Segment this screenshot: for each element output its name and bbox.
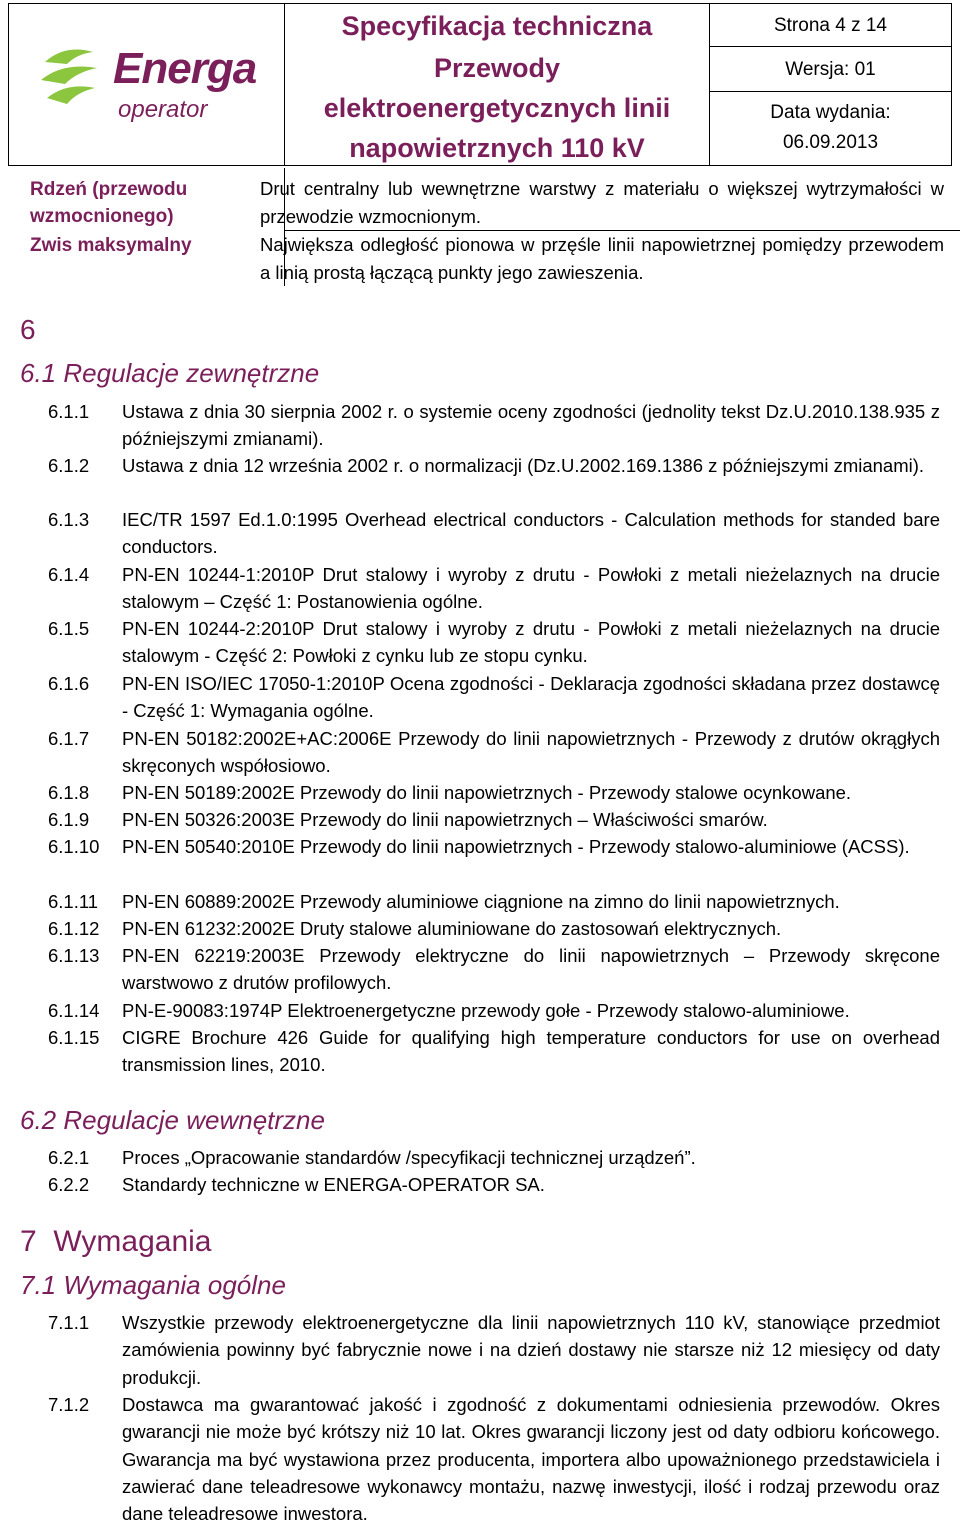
logo-subtext: operator (118, 96, 208, 123)
list-item: 7.1.2 Dostawca ma gwarantować jakość i zgodność z dokumentami odniesienia przewodów. Okres gwarancji nie może być krótszy niż 10 lat. Okres gwarancji liczony jest od daty odbioru końcowego. Gwarancja ma być wystawiona przez producenta, importera albo upoważnionego przedstawiciela i zawierać dane teleadresowe wykonawcy montażu, nazwę inwestycji, ilość i rodzaj przewodu oraz dane teleadresowe inwestora. (48, 1394, 940, 1525)
list-item: 6.1.2 Ustawa z dnia 12 września 2002 r. o normalizacji (Dz.U.2002.169.1386 z późniejszymi zmianami). (48, 455, 925, 476)
title-line-1: Specyfikacja techniczna (341, 11, 653, 41)
section-6-1-heading: 6.1 Regulacje zewnętrzne (20, 358, 320, 388)
list-item: 6.1.6 PN-EN ISO/IEC 17050-1:2010P Ocena zgodności - Deklaracja zgodności składana przez dostawcę - Część 1: Wymagania ogólne. (48, 673, 940, 722)
title-line-4: napowietrznych 110 kV (349, 133, 645, 163)
list-item: 6.1.10 PN-EN 50540:2010E Przewody do linii napowietrznych - Przewody stalowo-aluminiowe (ACSS). (48, 836, 910, 857)
list-item: 6.1.14 PN-E-90083:1974P Elektroenergetyczne przewody gołe - Przewody stalowo-aluminiowe. (48, 1000, 850, 1021)
list-item: 6.1.12 PN-EN 61232:2002E Druty stalowe aluminiowane do zastosowań elektrycznych. (48, 918, 782, 939)
issue-date-value: 06.09.2013 (782, 132, 879, 153)
definition-text: Drut centralny lub wewnętrzne warstwy z materiału o większej wytrzymałości w przewodzie wzmocnionym. (260, 178, 944, 227)
title-line-3: elektroenergetycznych linii (323, 93, 671, 123)
energa-logo-icon (37, 42, 107, 112)
section-6-number: 6 (20, 314, 36, 345)
list-item: 6.1.13 PN-EN 62219:2003E Przewody elektryczne do linii napowietrznych – Przewody skręcone warstwowo z drutów profilowych. (48, 945, 940, 994)
list-item: 6.2.1 Proces „Opracowanie standardów /specyfikacji technicznej urządzeń”. (48, 1147, 696, 1168)
definition-term: Rdzeń (przewodu wzmocnionego) (30, 179, 188, 227)
list-item: 6.1.9 PN-EN 50326:2003E Przewody do linii napowietrznych – Właściwości smarów. (48, 809, 768, 830)
list-item: 6.1.1 Ustawa z dnia 30 sierpnia 2002 r. o systemie oceny zgodności (jednolity tekst Dz.U.2010.138.935 z późniejszymi zmianami). (48, 401, 940, 450)
section-6-2-heading: 6.2 Regulacje wewnętrzne (20, 1105, 325, 1135)
definition-text: Największa odległość pionowa w przęśle linii napowietrznej pomiędzy przewodem a linią prostą łączącą punkty jego zawieszenia. (260, 234, 944, 283)
document-header (8, 3, 952, 166)
list-item: 6.2.2 Standardy techniczne w ENERGA-OPERATOR SA. (48, 1174, 545, 1195)
list-item: 6.1.15 CIGRE Brochure 426 Guide for qualifying high temperature conductors for use on overhead transmission lines, 2010. (48, 1027, 940, 1076)
section-7-heading: 7 Wymagania (20, 1225, 212, 1258)
list-item: 6.1.7 PN-EN 50182:2002E+AC:2006E Przewody do linii napowietrznych - Przewody z drutów okrągłych skręconych współosiowo. (48, 728, 940, 777)
logo-wordmark: Energa (113, 44, 257, 93)
definition-term: Zwis maksymalny (30, 235, 192, 256)
section-7-1-heading: 7.1 Wymagania ogólne (20, 1270, 286, 1300)
list-item: 7.1.1 Wszystkie przewody elektroenergetyczne dla linii napowietrznych 110 kV, stanowiące przedmiot zamówienia powinny być fabrycznie nowe i na dzień dostawy nie starsze niż 12 miesięcy od daty produkcji. (48, 1312, 940, 1388)
issue-date (709, 91, 952, 166)
page-number: Strona 4 z 14 (709, 3, 952, 47)
list-item: 6.1.8 PN-EN 50189:2002E Przewody do linii napowietrznych - Przewody stalowe ocynkowane. (48, 782, 852, 803)
list-item: 6.1.11 PN-EN 60889:2002E Przewody aluminiowe ciągnione na zimno do linii napowietrznych. (48, 891, 840, 912)
logo-cell (8, 3, 285, 166)
list-item: 6.1.3 IEC/TR 1597 Ed.1.0:1995 Overhead electrical conductors - Calculation methods for standed bare conductors. (48, 509, 940, 558)
list-item: 6.1.5 PN-EN 10244-2:2010P Drut stalowy i wyroby z drutu - Powłoki z metali nieżelaznych na drucie stalowym - Część 2: Powłoki z cynku lub ze stopu cynku. (48, 618, 940, 667)
document-title (284, 3, 710, 166)
definitions-table (8, 168, 952, 288)
title-line-2: Przewody (433, 53, 561, 83)
list-item: 6.1.4 PN-EN 10244-1:2010P Drut stalowy i wyroby z drutu - Powłoki z metali nieżelaznych na drucie stalowym – Część 1: Postanowienia ogólne. (48, 564, 940, 613)
issue-date-label: Data wydania: (770, 102, 891, 123)
version-label: Wersja: 01 (709, 46, 952, 92)
